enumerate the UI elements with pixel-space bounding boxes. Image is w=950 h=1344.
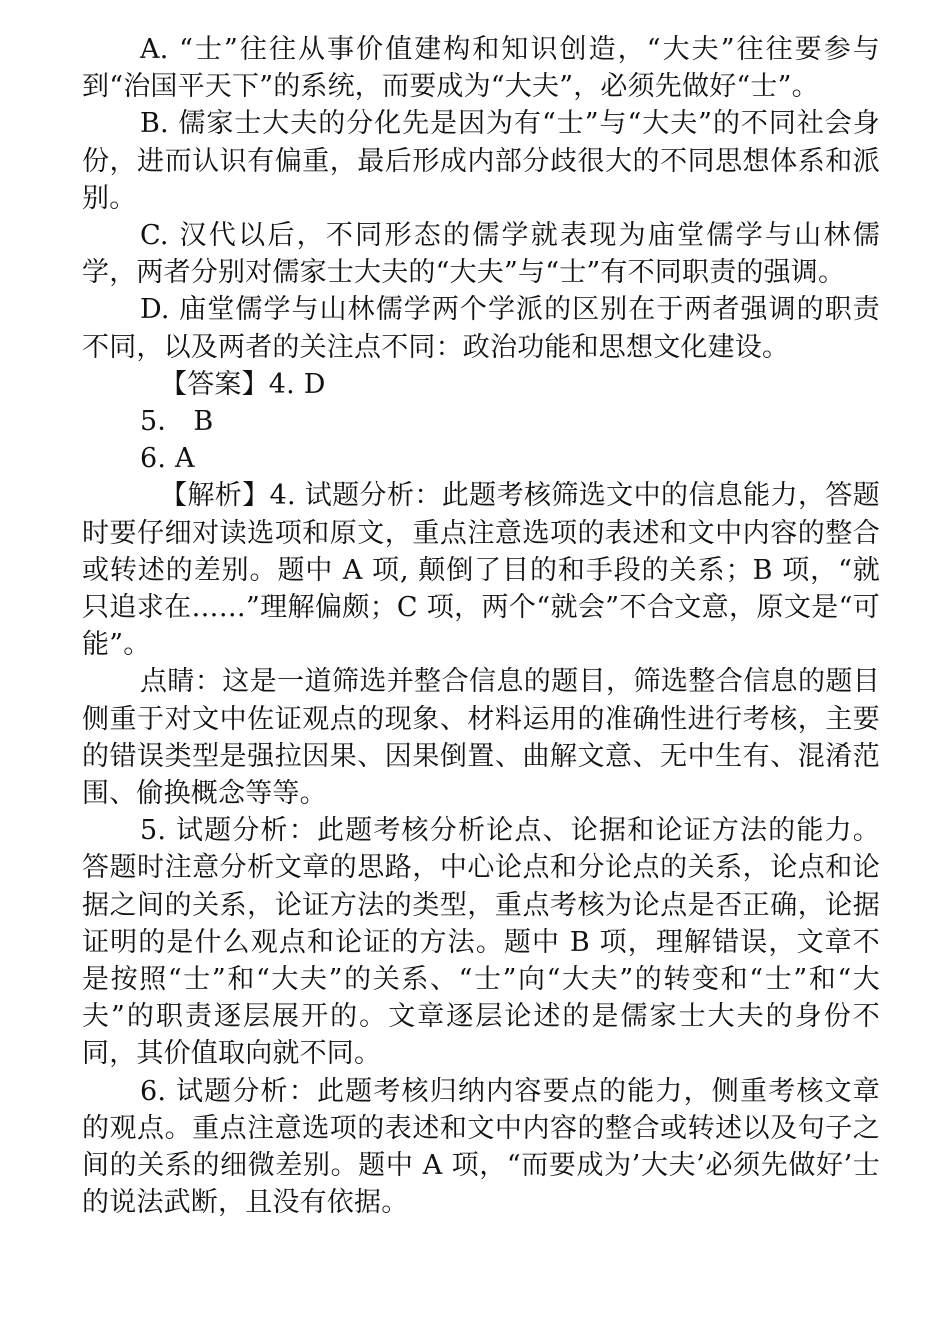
option-a: A. “士”往往从事价值建构和知识创造，“大夫”往往要参与到“治国平天下”的系统，而要成为“大夫”，必须先做好“士”。	[82, 34, 880, 103]
answer-line-6: 6. A	[140, 443, 195, 475]
analysis-q4: 【解析】4. 试题分析：此题考核筛选文中的信息能力，答题时要仔细对读选项和原文，重点注意选项的表述和文中内容的整合或转述的差别。题中 A 项, 颠倒了目的和手段的关系；B 项，“就只追求在……”理解偏颇；C 项，两个“就会”不合文意，原文是“可能”。	[82, 480, 880, 661]
answer-line-4: 【答案】4. D	[160, 368, 326, 400]
option-c: C. 汉代以后，不同形态的儒学就表现为庙堂儒学与山林儒学，两者分别对儒家士大夫的“大夫”与“士”有不同职责的强调。	[82, 220, 880, 289]
analysis-tip: 点睛：这是一道筛选并整合信息的题目，筛选整合信息的题目侧重于对文中佐证观点的现象、材料运用的准确性进行考核，主要的错误类型是强拉因果、因果倒置、曲解文意、无中生有、混淆范围、偷换概念等等。	[82, 666, 880, 810]
document-page	[82, 31, 880, 1222]
option-b: B. 儒家士大夫的分化先是因为有“士”与“大夫”的不同社会身份，进而认识有偏重，最后形成内部分歧很大的不同思想体系和派别。	[82, 108, 880, 214]
analysis-q6: 6. 试题分析：此题考核归纳内容要点的能力，侧重考核文章的观点。重点注意选项的表述和文中内容的整合或转述以及句子之间的关系的细微差别。题中 A 项，“而要成为’大夫’必须先做好’士的说法武断，且没有依据。	[82, 1075, 880, 1219]
analysis-q5: 5. 试题分析：此题考核分析论点、论据和论证方法的能力。答题时注意分析文章的思路，中心论点和分论点的关系，论点和论据之间的关系，论证方法的类型，重点考核为论点是否正确，论据证明的是什么观点和论证的方法。题中 B 项，理解错误，文章不是按照“士”和“大夫”的关系、“士”向“大夫”的转变和“士”和“大夫”的职责逐层展开的。文章逐层论述的是儒家士大夫的身份不同，其价值取向就不同。	[82, 815, 880, 1070]
answer-line-5: 5． B	[140, 406, 214, 438]
option-d: D. 庙堂儒学与山林儒学两个学派的区别在于两者强调的职责不同，以及两者的关注点不同：政治功能和思想文化建设。	[82, 294, 880, 363]
